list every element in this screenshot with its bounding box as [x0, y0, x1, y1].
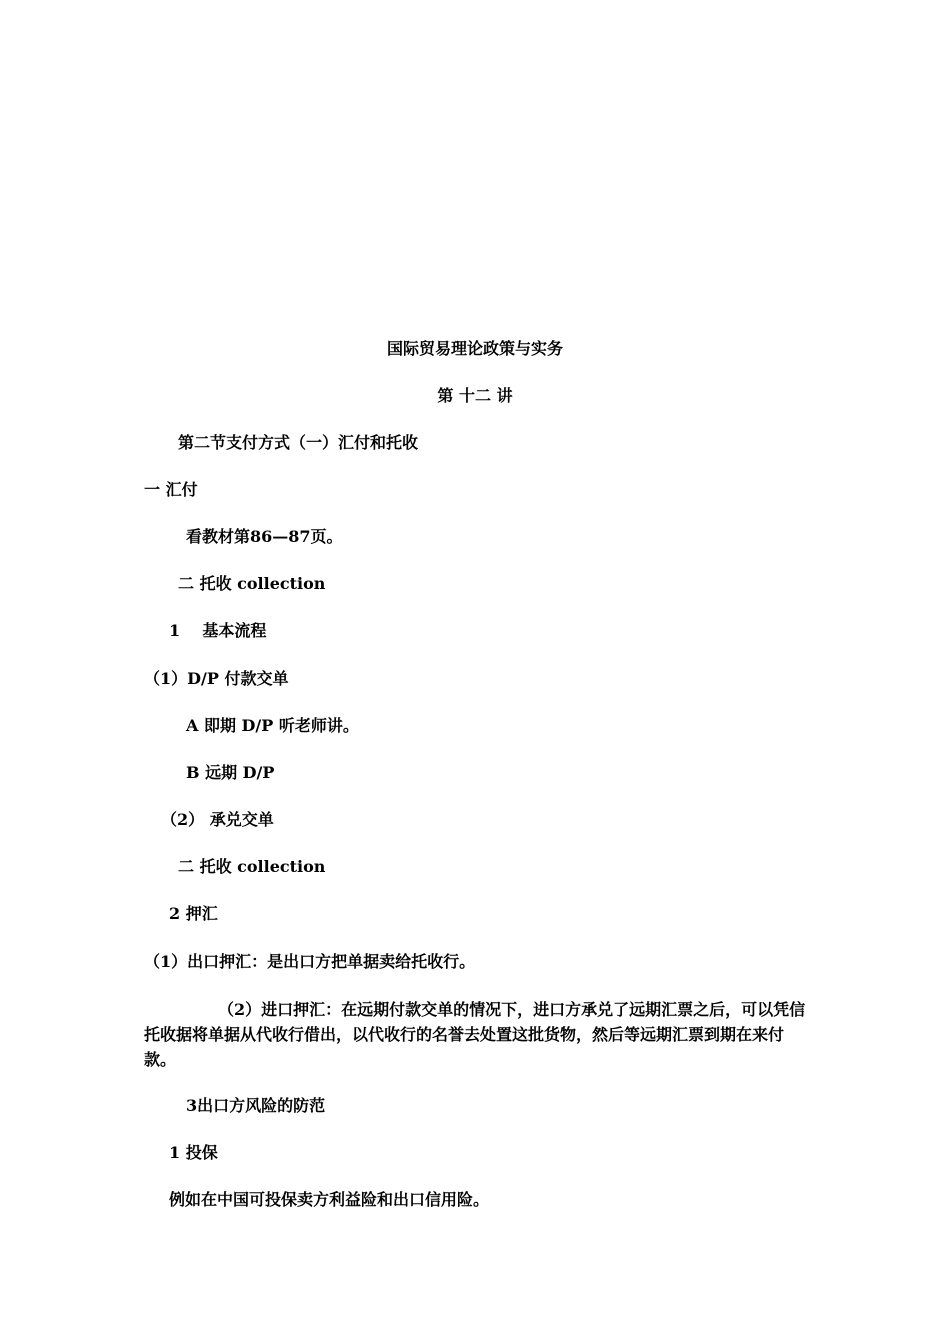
remittance-heading: 一 汇付 [144, 480, 198, 499]
dp-heading: （1）D/P 付款交单 [144, 669, 289, 688]
basic-flow-heading: 1 基本流程 [169, 621, 267, 640]
dp-usance-item: B 远期 D/P [186, 763, 275, 782]
da-heading: （2） 承兑交单 [161, 810, 274, 829]
import-negotiation-paragraph: （2）进口押汇：在远期付款交单的情况下，进口方承兑了远期汇票之后，可以凭信托收据将单据从代收行借出，以代收行的名誉去处置这批货物，然后等远期汇票到期在来付款。 [144, 1000, 806, 1069]
section-heading: 第二节支付方式（一）汇付和托收 [178, 433, 419, 452]
collection-heading: 二 托收 collection [178, 574, 326, 593]
insurance-example: 例如在中国可投保卖方利益险和出口信用险。 [169, 1190, 490, 1209]
document-title: 国际贸易理论政策与实务 [386, 339, 563, 358]
risk-heading: 3出口方风险的防范 [186, 1096, 326, 1115]
remittance-note: 看教材第86—87页。 [186, 527, 343, 546]
lecture-number: 第 十二 讲 [437, 386, 513, 405]
collection-heading-repeat: 二 托收 collection [178, 857, 326, 876]
dp-sight-item: A 即期 D/P 听老师讲。 [186, 716, 359, 735]
export-negotiation: （1）出口押汇：是出口方把单据卖给托收行。 [144, 952, 476, 971]
insurance-heading: 1 投保 [169, 1143, 218, 1162]
negotiation-heading: 2 押汇 [169, 904, 218, 923]
